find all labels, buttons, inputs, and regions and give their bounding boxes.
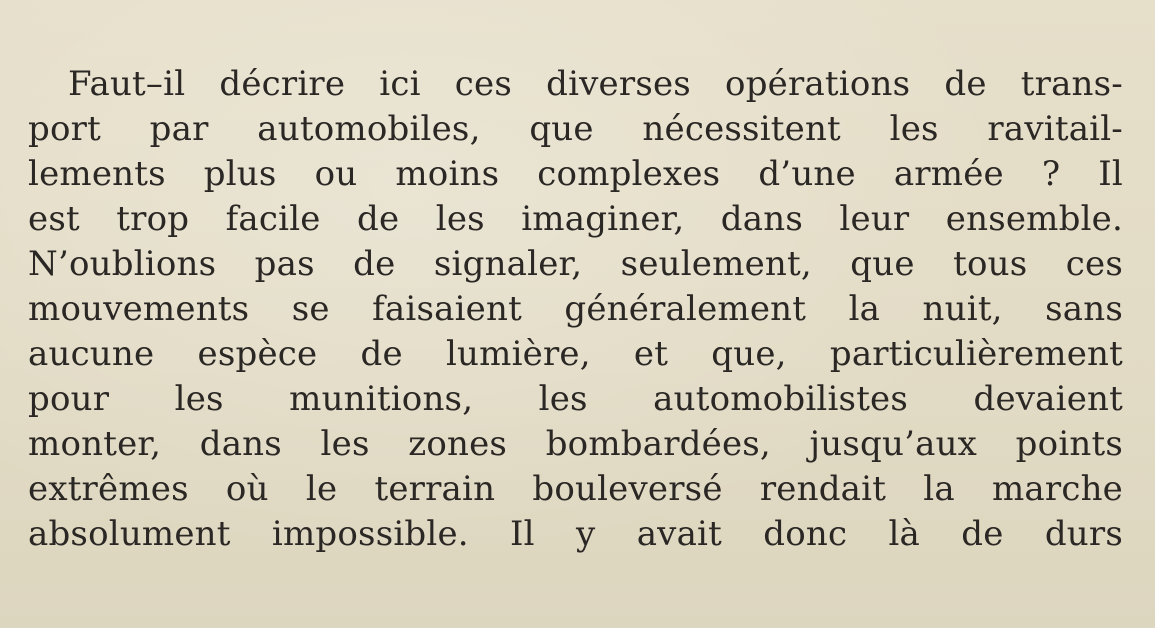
text-line: est trop facile de les imaginer, dans leur ensemble. — [28, 199, 1123, 239]
text-line: monter, dans les zones bombardées, jusqu’aux points — [28, 424, 1123, 464]
text-line: aucune espèce de lumière, et que, particulièrement — [28, 334, 1123, 374]
text-line: N’oublions pas de signaler, seulement, que tous ces — [28, 244, 1123, 284]
text-line: lements plus ou moins complexes d’une armée ? Il — [28, 154, 1123, 194]
text-line: pour les munitions, les automobilistes devaient — [28, 379, 1123, 419]
text-line: mouvements se faisaient généralement la nuit, sans — [28, 289, 1123, 329]
text-line: Faut–il décrire ici ces diverses opérations de trans- — [68, 64, 1123, 104]
paragraph — [28, 62, 1123, 557]
text-line: absolument impossible. Il y avait donc là de durs — [28, 514, 1123, 554]
text-line: extrêmes où le terrain bouleversé rendait la marche — [28, 469, 1123, 509]
text-line: port par automobiles, que nécessitent les ravitail- — [28, 109, 1123, 149]
